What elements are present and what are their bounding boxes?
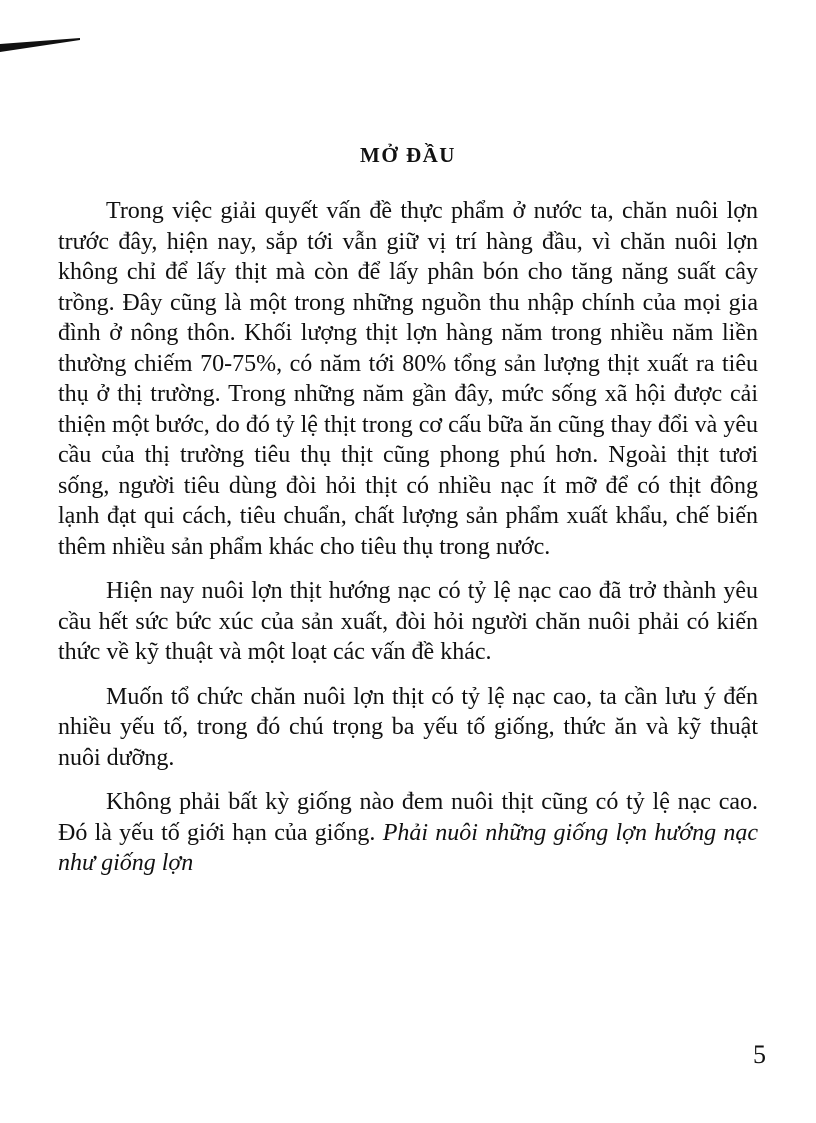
paragraph-4 — [58, 787, 758, 879]
body-text — [58, 196, 758, 893]
paragraph-4-italic: Phải nuôi những giống lợn hướng nạc như giống lợn — [58, 819, 759, 876]
paragraph-3: Muốn tổ chức chăn nuôi lợn thịt có tỷ lệ nạc cao, ta cần lưu ý đến nhiều yếu tố, trong đó chú trọng ba yếu tố giống, thức ăn và kỹ thuật nuôi dưỡng. — [58, 683, 758, 771]
page-number: 5 — [753, 1040, 766, 1069]
paragraph-4-text: Không phải bất kỳ giống nào đem nuôi thịt cũng có tỷ lệ nạc cao. Đó là yếu tố giới hạn của giống. — [58, 789, 758, 846]
scan-artifact-mark — [0, 38, 80, 52]
paragraph-2: Hiện nay nuôi lợn thịt hướng nạc có tỷ lệ nạc cao đã trở thành yêu cầu hết sức bức xúc của sản xuất, đòi hỏi người chăn nuôi phải có kiến thức về kỹ thuật và một loạt các vấn đề khác. — [58, 578, 758, 665]
chapter-heading: MỞ ĐẦU — [360, 143, 456, 167]
paragraph-1: Trong việc giải quyết vấn đề thực phẩm ở nước ta, chăn nuôi lợn trước đây, hiện nay, sắp tới vẫn giữ vị trí hàng đầu, vì chăn nuôi lợn không chỉ để lấy thịt mà còn để lấy phân bón cho tăng năng suất cây trồng. Đây cũng là một trong những nguồn thu nhập chính của mọi gia đình ở nông thôn. Khối lượng thịt lợn hàng năm trong nhiều năm liền thường chiếm 70-75%, có năm tới 80% tổng sản lượng thịt xuất ra tiêu thụ ở thị trường. Trong những năm gần đây, mức sống xã hội được cải thiện một bước, do đó tỷ lệ thịt trong cơ cấu bữa ăn cũng thay đổi và yêu cầu của thị trường tiêu thụ thịt cũng phong phú hơn. Ngoài thịt tươi sống, người tiêu dùng đòi hỏi thịt có nhiều nạc ít mỡ để có thịt đông lạnh đạt qui cách, tiêu chuẩn, chất lượng sản phẩm xuất khẩu, chế biến thêm nhiều sản phẩm khác cho tiêu thụ trong nước. — [58, 198, 758, 560]
